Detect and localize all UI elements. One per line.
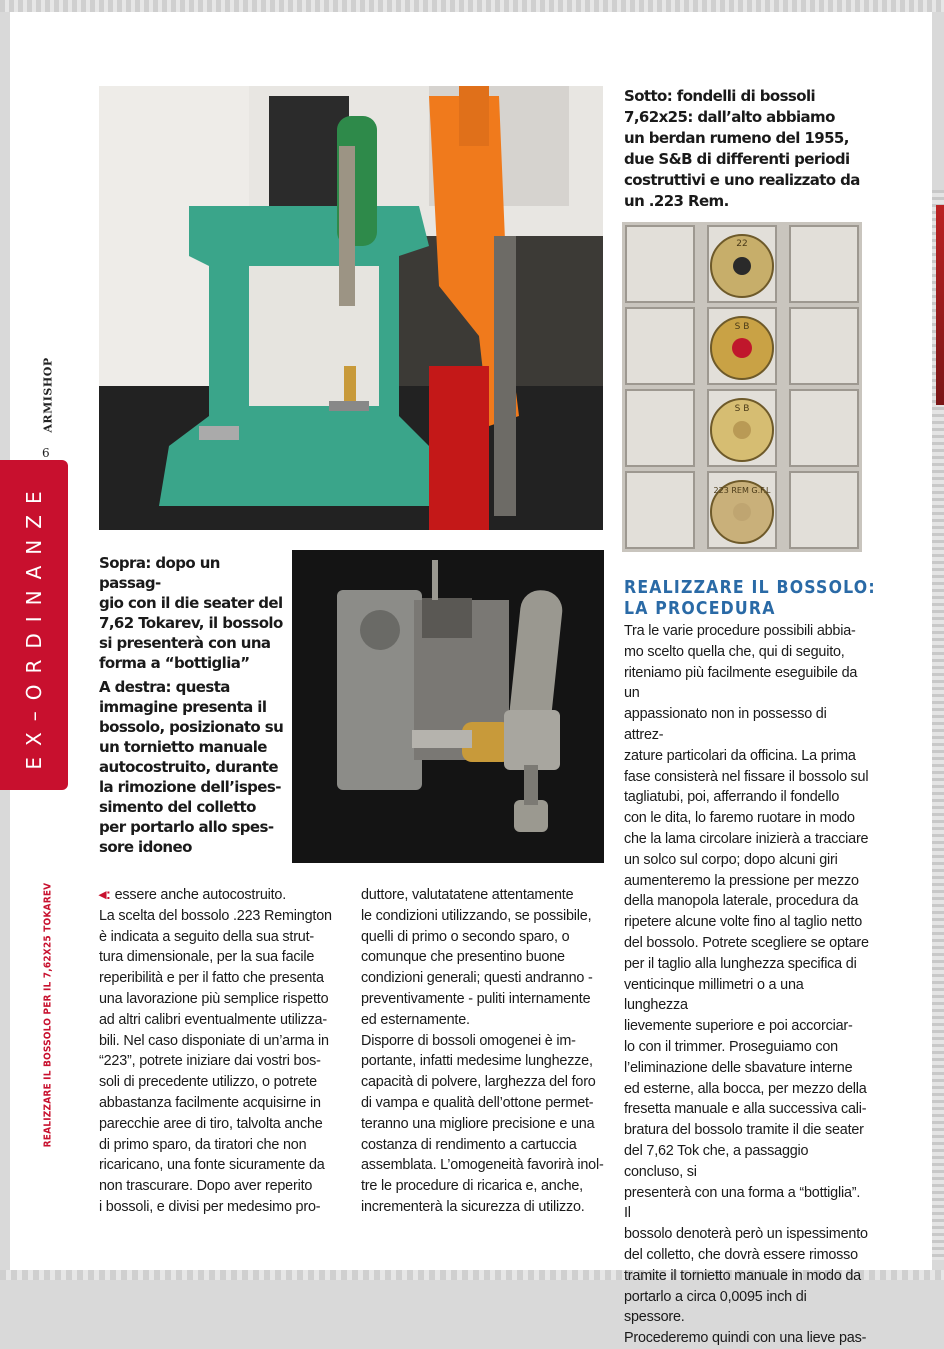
body-line: tre le procedure di ricarica e, anche, bbox=[361, 1178, 583, 1195]
section-tab-label: EX–ORDINANZE bbox=[22, 480, 46, 770]
body-line: riteniamo più facilmente eseguibile da un bbox=[624, 664, 858, 702]
body-line: tura dimensionale, per la sua facile bbox=[99, 949, 315, 966]
body-line: per il taglio alla lunghezza specifica di bbox=[624, 955, 857, 972]
headstamps-photo bbox=[622, 222, 862, 552]
body-line: ed esternamente. bbox=[361, 1011, 470, 1028]
body-line: preventivamente - puliti internamente bbox=[361, 990, 591, 1007]
caption-line: un .223 Rem. bbox=[624, 192, 729, 210]
body-line: tagliatubi, poi, afferrando il fondello bbox=[624, 789, 840, 806]
body-line: Disporre di bossoli omogenei è im- bbox=[361, 1032, 576, 1049]
headstamp-label: 223 REM G.F.L bbox=[713, 486, 771, 495]
body-line: che la lama circolare inizierà a tracciare bbox=[624, 830, 869, 847]
caption-line: immagine presenta il bbox=[99, 698, 267, 716]
body-line: presenterà con una forma a “bottiglia”. Il bbox=[624, 1184, 861, 1222]
next-page-edge bbox=[936, 205, 944, 405]
lathe-photo bbox=[292, 550, 604, 863]
caption-line: un tornietto manuale bbox=[99, 738, 267, 756]
page-number: 6 bbox=[42, 446, 50, 460]
headstamp-label: S B bbox=[734, 404, 750, 414]
page-edge-top bbox=[0, 0, 944, 12]
body-line: con le dita, lo faremo ruotare in modo bbox=[624, 810, 855, 827]
body-line: l’eliminazione delle sbavature interne bbox=[624, 1059, 853, 1076]
body-line: le condizioni utilizzando, se possibile, bbox=[361, 907, 592, 924]
caption-line: per portarlo allo spes- bbox=[99, 818, 274, 836]
brand-label: ARMISHOP bbox=[41, 357, 55, 433]
body-line: reperibilità e per il fatto che presenta bbox=[99, 970, 324, 987]
body-line: assemblata. L’omogeneità favorirà inol- bbox=[361, 1157, 604, 1174]
caption-line: due S&B di differenti periodi bbox=[624, 150, 850, 168]
body-line: capacità di polvere, larghezza del foro bbox=[361, 1074, 596, 1091]
press-photo bbox=[99, 86, 603, 530]
body-line: soli di precedente utilizzo, o potrete bbox=[99, 1074, 317, 1091]
body-line: ed esterne, alla bocca, per mezzo della bbox=[624, 1080, 867, 1097]
body-line: bili. Nel caso disponiate di un’arma in bbox=[99, 1032, 329, 1049]
body-line: Procederemo quindi con una lieve pas- bbox=[624, 1330, 867, 1347]
body-line: non trascurare. Dopo aver reperito bbox=[99, 1178, 313, 1195]
body-line: “223”, potrete iniziare dai vostri bos- bbox=[99, 1053, 321, 1070]
body-line: di vampa e qualità dell’ottone permet- bbox=[361, 1094, 594, 1111]
body-line: una lavorazione più semplice rispetto bbox=[99, 990, 329, 1007]
body-line: condizioni generali; questi andranno - bbox=[361, 970, 593, 987]
body-line: costanza di rendimento a cartuccia bbox=[361, 1136, 577, 1153]
body-line: ripetere alcune volte fino al taglio netto bbox=[624, 914, 862, 931]
caption-line: forma a “bottiglia” bbox=[99, 654, 250, 672]
body-line: bratura del bossolo tramite il die seater bbox=[624, 1122, 864, 1139]
body-line: lievemente superiore e poi accorciar- bbox=[624, 1018, 853, 1035]
body-line: mo scelto quella che, qui di seguito, bbox=[624, 643, 845, 660]
caption-line: la rimozione dell’ispes- bbox=[99, 778, 281, 796]
caption-line: si presenterà con una bbox=[99, 634, 271, 652]
body-line: venticinque millimetri o a una lunghezza bbox=[624, 976, 804, 1014]
body-line: fresetta manuale e alla successiva cali- bbox=[624, 1101, 867, 1118]
body-line: fase consisterà nel fissare il bossolo sul bbox=[624, 768, 869, 785]
body-column-2 bbox=[361, 885, 611, 1218]
caption-lathe bbox=[99, 677, 284, 857]
section-title-line: LA PROCEDURA bbox=[624, 599, 776, 619]
caption-line: autocostruito, durante bbox=[99, 758, 278, 776]
body-line: ricaricano, una fonte sicuramente da bbox=[99, 1157, 325, 1174]
body-line: teranno una migliore precisione e una bbox=[361, 1115, 595, 1132]
body-line: lo con il trimmer. Proseguiamo con bbox=[624, 1038, 838, 1055]
body-line: di primo sparo, da tiratori che non bbox=[99, 1136, 307, 1153]
body-line: del bossolo. Potrete scegliere se optare bbox=[624, 934, 869, 951]
body-line: ◂: essere anche autocostruito. bbox=[99, 887, 287, 903]
body-line: duttore, valutatatene attentamente bbox=[361, 887, 574, 903]
body-line: abbastanza facilmente acquisirne in bbox=[99, 1094, 321, 1111]
body-line: portante, infatti medesime lunghezze, bbox=[361, 1053, 593, 1070]
body-column-3 bbox=[624, 621, 869, 1349]
body-line: parecchie aree di tiro, talvolta anche bbox=[99, 1115, 323, 1132]
caption-headstamps bbox=[624, 86, 924, 212]
caption-line: un berdan rumeno del 1955, bbox=[624, 129, 849, 147]
body-line: tramite il tornietto manuale in modo da bbox=[624, 1267, 861, 1284]
caption-line: Sopra: dopo un passag- bbox=[99, 554, 220, 592]
running-title: REALIZZARE IL BOSSOLO PER IL 7,62X25 TOKAREV bbox=[42, 882, 54, 1148]
caption-line: Sotto: fondelli di bossoli bbox=[624, 87, 816, 105]
body-line: ad altri calibri eventualmente utilizza- bbox=[99, 1011, 327, 1028]
body-line: un solco sul corpo; dopo alcuni giri bbox=[624, 851, 838, 868]
continuation-arrow-icon: ◂: bbox=[99, 887, 111, 903]
body-line: zature particolari da officina. La prima bbox=[624, 747, 856, 764]
body-line: comunque che presentino buone bbox=[361, 949, 565, 966]
body-line: i bossoli, e divisi per medesimo pro- bbox=[99, 1198, 321, 1215]
body-line: incrementerà la sicurezza di utilizzo. bbox=[361, 1198, 585, 1215]
body-line: portarlo a circa 0,0095 inch di spessore. bbox=[624, 1288, 807, 1326]
caption-line: A destra: questa bbox=[99, 678, 230, 696]
body-line: del 7,62 Tok che, a passaggio concluso, si bbox=[624, 1142, 809, 1180]
caption-line: 7,62x25: dall’alto abbiamo bbox=[624, 108, 835, 126]
section-title bbox=[624, 578, 876, 620]
body-column-1 bbox=[99, 885, 349, 1218]
caption-line: sore idoneo bbox=[99, 838, 192, 856]
headstamp-label: S B bbox=[734, 322, 750, 332]
body-line: La scelta del bossolo .223 Remington bbox=[99, 907, 332, 924]
body-line: appassionato non in possesso di attrez- bbox=[624, 706, 827, 743]
section-title-line: REALIZZARE IL BOSSOLO: bbox=[624, 578, 876, 598]
body-line: è indicata a seguito della sua strut- bbox=[99, 928, 314, 945]
caption-die-seater bbox=[99, 553, 284, 673]
caption-line: 7,62 Tokarev, il bossolo bbox=[99, 614, 283, 632]
body-line: del colletto, che dovrà essere rimosso bbox=[624, 1246, 858, 1263]
body-line: della manopola laterale, procedura da bbox=[624, 893, 859, 910]
body-line: bossolo denoterà però un ispessimento bbox=[624, 1226, 868, 1243]
headstamp-label: 22 bbox=[736, 239, 748, 249]
caption-line: bossolo, posizionato su bbox=[99, 718, 284, 736]
caption-line: costruttivi e uno realizzato da bbox=[624, 171, 860, 189]
body-line: Tra le varie procedure possibili abbia- bbox=[624, 623, 856, 639]
body-line: aumenteremo la pressione per mezzo bbox=[624, 872, 859, 889]
caption-line: simento del colletto bbox=[99, 798, 256, 816]
body-line: quelli di primo o secondo sparo, o bbox=[361, 928, 570, 945]
caption-line: gio con il die seater del bbox=[99, 594, 283, 612]
